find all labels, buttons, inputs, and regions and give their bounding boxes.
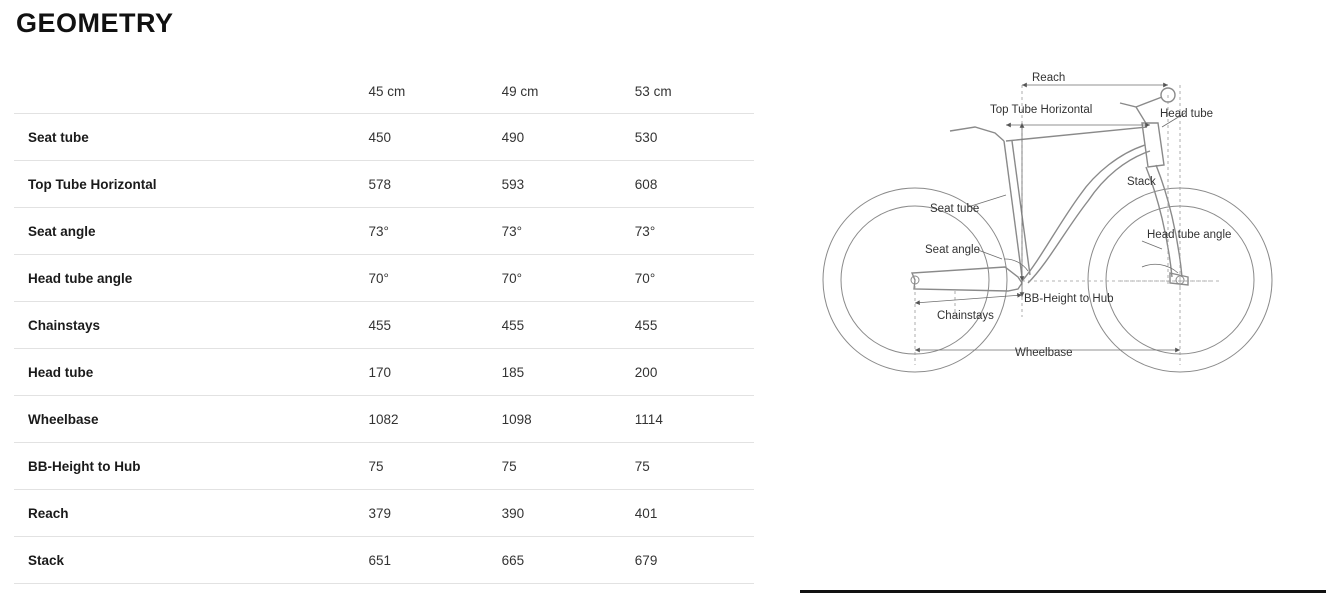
label-head-tube: Head tube [1160,108,1214,120]
row-value-45cm: 379 [354,490,487,537]
table-row [14,349,754,396]
row-value-45cm: 651 [354,537,487,584]
row-value-53cm: 70° [621,255,754,302]
row-value-53cm: 455 [621,302,754,349]
row-value-53cm: 608 [621,161,754,208]
row-value-45cm: 70° [354,255,487,302]
row-value-49cm: 665 [488,537,621,584]
row-value-53cm: 200 [621,349,754,396]
label-stack: Stack [1127,176,1156,188]
row-label: Top Tube Horizontal [14,161,354,208]
bottom-divider [800,590,1326,593]
table-row [14,302,754,349]
row-value-49cm: 390 [488,490,621,537]
row-value-49cm: 1098 [488,396,621,443]
row-value-53cm: 679 [621,537,754,584]
row-value-53cm: 73° [621,208,754,255]
row-value-49cm: 75 [488,443,621,490]
table-row [14,443,754,490]
row-value-49cm: 73° [488,208,621,255]
row-value-45cm: 75 [354,443,487,490]
label-seat-tube: Seat tube [930,203,980,215]
row-value-49cm: 593 [488,161,621,208]
label-wheelbase: Wheelbase [1015,347,1073,359]
label-chainstays: Chainstays [937,310,994,322]
row-label: Head tube angle [14,255,354,302]
row-label: Head tube [14,349,354,396]
table-header-row [14,78,754,114]
row-value-45cm: 73° [354,208,487,255]
label-bb-height-to-hub: BB-Height to Hub [1024,293,1114,305]
table-row [14,490,754,537]
bicycle-geometry-diagram [790,45,1310,385]
row-value-45cm: 455 [354,302,487,349]
diagram-frame [912,88,1188,291]
table-row [14,537,754,584]
row-label: Seat angle [14,208,354,255]
row-value-53cm: 1114 [621,396,754,443]
label-head-tube-angle: Head tube angle [1147,229,1232,241]
row-value-45cm: 450 [354,114,487,161]
row-value-45cm: 170 [354,349,487,396]
row-value-49cm: 490 [488,114,621,161]
row-label: Wheelbase [14,396,354,443]
row-value-53cm: 401 [621,490,754,537]
row-value-53cm: 530 [621,114,754,161]
table-header [14,78,754,114]
row-label: Chainstays [14,302,354,349]
row-value-45cm: 578 [354,161,487,208]
column-header-45cm: 45 cm [368,84,406,99]
row-label: Reach [14,490,354,537]
row-label: BB-Height to Hub [14,443,354,490]
label-reach: Reach [1032,72,1066,84]
table-row [14,161,754,208]
row-value-49cm: 185 [488,349,621,396]
row-value-49cm: 455 [488,302,621,349]
column-header-label [14,78,354,114]
page-title: GEOMETRY [16,8,174,38]
row-value-49cm: 70° [488,255,621,302]
column-header-49cm: 49 cm [501,84,539,99]
label-seat-angle: Seat angle [925,244,980,256]
table-row [14,396,754,443]
table-row [14,255,754,302]
table-row [14,114,754,161]
row-value-45cm: 1082 [354,396,487,443]
row-label: Seat tube [14,114,354,161]
row-label: Stack [14,537,354,584]
table-row [14,208,754,255]
diagram-wheels [823,188,1272,372]
column-header-53cm: 53 cm [634,84,672,99]
geometry-table [14,78,754,584]
diagram-labels [925,72,1231,359]
table-body [14,114,754,584]
label-top-tube-horizontal: Top Tube Horizontal [990,104,1093,116]
row-value-53cm: 75 [621,443,754,490]
